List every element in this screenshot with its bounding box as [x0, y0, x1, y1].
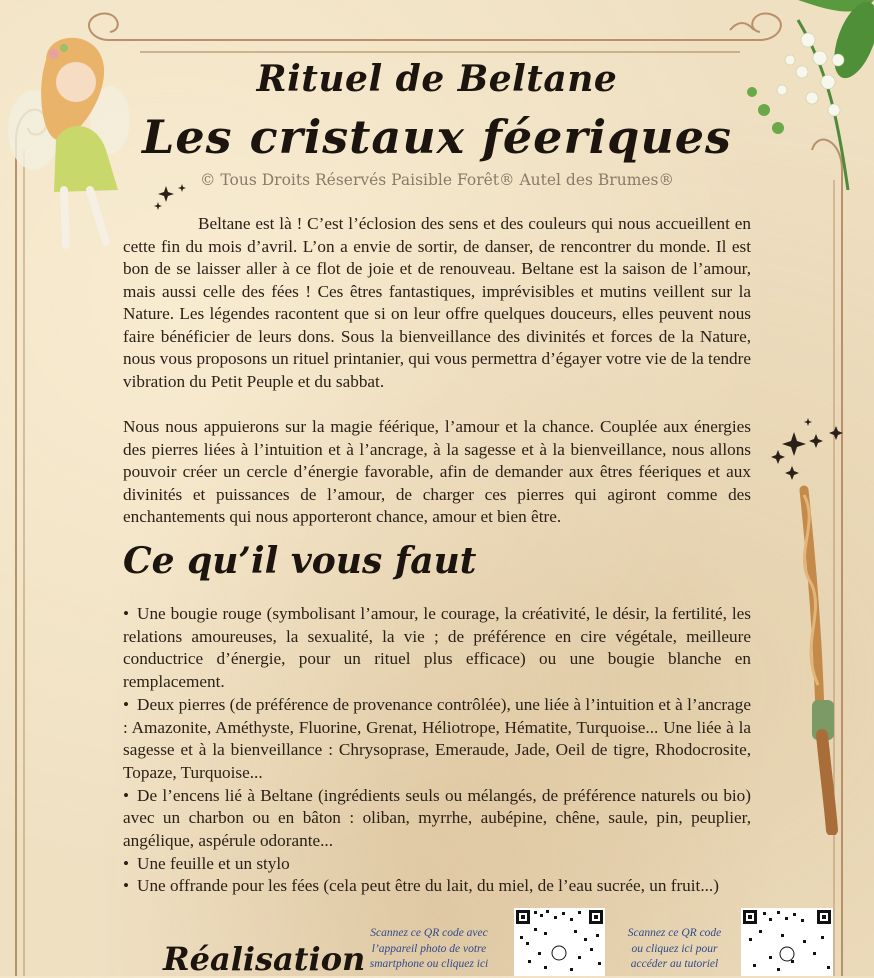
list-item-text: Une feuille et un stylo: [137, 853, 290, 873]
list-item: [123, 694, 751, 785]
bullet-icon: •: [123, 694, 130, 714]
body-paragraph: Nous nous appuierons sur la magie féérique, l’amour et la chance. Couplée aux énergies des pierres liées à l’intuition et à l’ancrage, à la sagesse et à la bienveillance, nous allons pouvoir créer un cercle d’énergie favorable, afin de demander aux êtres féeriques et aux divinités et puissances de l’amour, de charger ces pierres qui agiront comme des enchantements qui nous apporteront chance, amour et bien être.: [123, 417, 751, 526]
list-item: [123, 785, 751, 853]
qr-code[interactable]: [741, 908, 833, 976]
list-item: [123, 875, 751, 898]
realisation-heading: Réalisation: [163, 940, 366, 978]
bullet-icon: •: [123, 853, 130, 873]
list-item-text: De l’encens lié à Beltane (ingrédients seuls ou mélangés, de préférence naturels ou bio) avec un charbon ou en bâton : oliban, myrrhe, aubépine, chêne, saule, pin, peuplier, angélique, aspérule odorante...: [123, 785, 751, 851]
page-subtitle: Les cristaux féeriques: [142, 110, 732, 164]
copyright-notice: © Tous Droits Réservés Paisible Forêt® Autel des Brumes®: [199, 171, 675, 189]
intro-paragraph: Beltane est là ! C’est l’éclosion des sens et des couleurs qui nous accueillent en cette fin du mois d’avril. L’on a envie de sortir, de danser, de rencontrer du monde. Il est bon de se laisser aller à ce flot de joie et de renouveau. Beltane est la saison de l’amour, mais aussi celle des fées ! Ces êtres fantastiques, imprévisibles et mutins veillent sur la Nature. Les légendes racontent que si on leur offre quelques douceurs, elles peuvent nous faire bénéficier de leurs dons. Sous la bienveillance des divinités et forces de la Nature, nous vous proposons un rituel printanier, qui vous permettra d’égayer votre vie de la tendre vibration du Petit Peuple et du sabbat.: [123, 214, 751, 391]
bullet-icon: •: [123, 604, 130, 623]
ingredients-list: [123, 603, 751, 898]
page-title: Rituel de Beltane: [256, 58, 618, 100]
list-item-text: Une offrande pour les fées (cela peut être du lait, du miel, de l’eau sucrée, un fruit...): [137, 876, 719, 896]
section-heading: Ce qu’il vous faut: [123, 540, 477, 582]
list-item-text: Une bougie rouge (symbolisant l’amour, le courage, la créativité, le désir, la fertilité, les relations amoureuses, la sexualité, la vie ; de préférence en cire végétale, meilleure conductrice d’énergie, pour un rituel plus efficace) ou une bougie blanche en remplacement.: [123, 604, 751, 692]
sparkles-icon: [770, 418, 846, 482]
list-item-text: Deux pierres (de préférence de provenance contrôlée), une liée à l’intuition et à l’ancrage : Amazonite, Améthyste, Fluorine, Grenat, Héliotrope, Hématite, Turquoise... Une liée à la sagesse et à la bienveillance : Chrysoprase, Emeraude, Jade, Oeil de tigre, Rhodocrosite, Topaze, Turquoise...: [123, 694, 751, 782]
qr-caption-link[interactable]: Scannez ce QR code avec l’appareil photo de votre smartphone ou cliquez ici: [369, 927, 489, 970]
qr-caption-link[interactable]: Scannez ce QR code ou cliquez ici pour accéder au tutoriel: [627, 927, 722, 970]
list-item: [123, 603, 751, 694]
list-item: [123, 853, 751, 876]
qr-code[interactable]: [514, 908, 605, 976]
bullet-icon: •: [123, 785, 130, 805]
magic-wand-icon: [790, 485, 854, 835]
bullet-icon: •: [123, 876, 130, 896]
